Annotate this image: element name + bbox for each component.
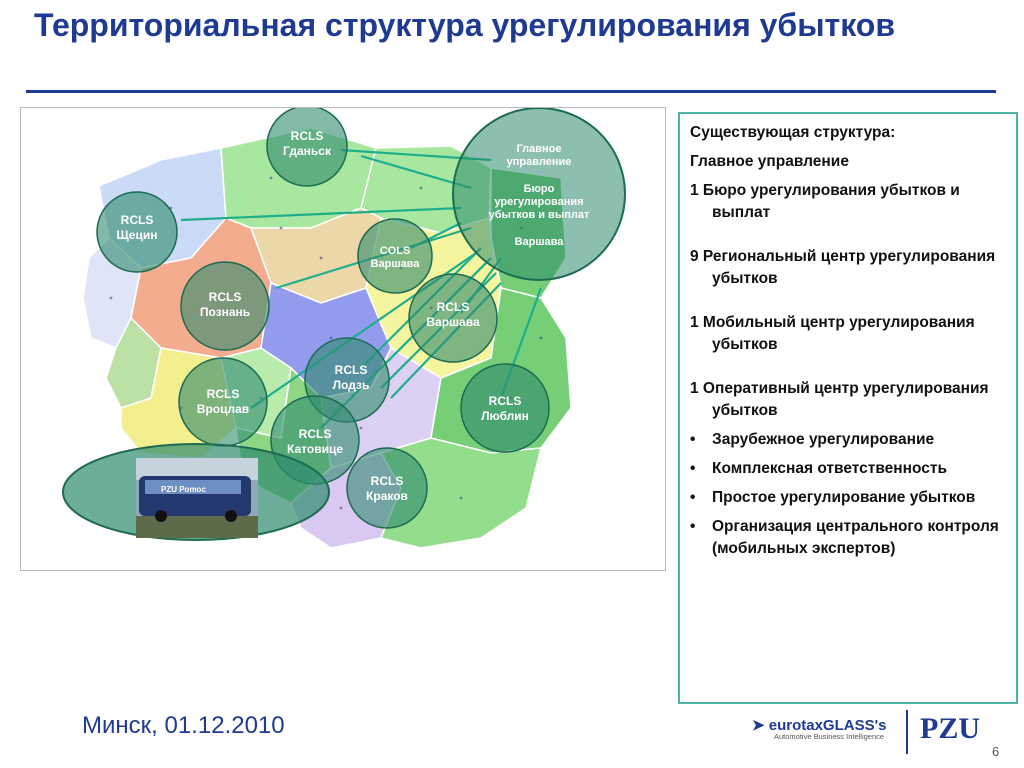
logo-separator bbox=[906, 710, 908, 754]
eurotax-tagline: Automotive Business Intelligence bbox=[774, 732, 885, 741]
hq-label-6: Варшава bbox=[514, 236, 564, 248]
center-cols-l1: COLS bbox=[379, 245, 411, 257]
hq-label-2: управление bbox=[506, 156, 572, 168]
eurotax-logo bbox=[752, 716, 887, 741]
center-szczecin-l2: Щецин bbox=[116, 228, 158, 242]
hq-label-1: Главное bbox=[516, 143, 562, 155]
center-poznan-l1: RCLS bbox=[208, 290, 242, 304]
svg-text:убытков и выплат bbox=[489, 209, 590, 221]
structure-panel bbox=[678, 112, 1018, 704]
bullet-icon: • bbox=[690, 460, 696, 477]
hq-label-3: Бюро bbox=[523, 183, 555, 195]
center-lodz-l1: RCLS bbox=[334, 363, 368, 377]
list-item: • Организация центрального контроля (мобильных экспертов) bbox=[690, 518, 999, 557]
eurotax-arrow-icon: ➤ bbox=[752, 717, 765, 734]
panel-heading: Существующая структура: bbox=[690, 124, 896, 141]
center-warsaw-l1: RCLS bbox=[436, 300, 470, 314]
panel-line-operative: 1 Оперативный центр урегулирования убытков bbox=[690, 380, 989, 419]
center-gdansk-l1: RCLS bbox=[290, 129, 324, 143]
panel-line-regional: 9 Региональный центр урегулирования убытков bbox=[690, 248, 996, 287]
hq-circle bbox=[453, 108, 625, 280]
center-katowice-l1: RCLS bbox=[298, 427, 332, 441]
center-krakow-l1: RCLS bbox=[370, 474, 404, 488]
center-cols-warsaw bbox=[358, 219, 432, 293]
panel-line-hq: Главное управление bbox=[690, 153, 849, 170]
center-katowice-l2: Катовице bbox=[287, 442, 343, 456]
center-gdansk-l2: Гданьск bbox=[283, 144, 331, 158]
svg-text:Варшава bbox=[515, 236, 565, 248]
hq-label-4: урегулирования bbox=[494, 196, 584, 208]
panel-line-bureau: 1 Бюро урегулирования убытков и выплат bbox=[690, 182, 960, 221]
hq-label-5: убытков и выплат bbox=[488, 209, 590, 221]
center-szczecin bbox=[97, 192, 177, 272]
center-wroclaw-l1: RCLS bbox=[206, 387, 240, 401]
panel-line-mobile: 1 Мобильный центр урегулирования убытков bbox=[690, 314, 975, 353]
center-gdansk bbox=[267, 108, 347, 186]
center-poznan-l2: Познань bbox=[199, 305, 251, 319]
center-wroclaw-l2: Вроцлав bbox=[196, 402, 250, 416]
svg-text:управление bbox=[507, 156, 572, 168]
title-divider bbox=[26, 90, 996, 93]
center-szczecin-l1: RCLS bbox=[120, 213, 154, 227]
list-item: • Комплексная ответственность bbox=[690, 458, 1010, 480]
center-lublin bbox=[461, 364, 549, 452]
map-svg bbox=[21, 108, 665, 570]
bullet-icon: • bbox=[690, 489, 696, 506]
page-number: 6 bbox=[992, 744, 1000, 759]
center-lodz-l2: Лодзь bbox=[332, 378, 370, 392]
list-item: • Простое урегулирование убытков bbox=[690, 487, 1010, 509]
list-item: • Зарубежное урегулирование bbox=[690, 429, 1010, 451]
center-lublin-l2: Люблин bbox=[481, 409, 529, 423]
center-krakow-l2: Краков bbox=[366, 489, 408, 503]
bullet-icon: • bbox=[690, 518, 696, 535]
svg-text:урегулирования bbox=[494, 196, 583, 208]
center-poznan bbox=[181, 262, 269, 350]
center-lublin-l1: RCLS bbox=[488, 394, 522, 408]
svg-text:Главное bbox=[516, 143, 561, 155]
center-warsaw-l2: Варшава bbox=[426, 315, 480, 329]
bus-text: PZU Pomoc bbox=[161, 485, 206, 494]
poland-map bbox=[20, 107, 666, 571]
center-warsaw bbox=[409, 274, 497, 362]
center-wroclaw bbox=[179, 358, 267, 446]
footer-date: Минск, 01.12.2010 bbox=[82, 712, 285, 739]
slide-title: Территориальная структура урегулирования убытков bbox=[34, 7, 895, 43]
mobile-center bbox=[63, 444, 329, 540]
svg-text:Бюро bbox=[524, 183, 555, 195]
bus-photo bbox=[136, 458, 258, 538]
pzu-logo: PZU bbox=[920, 712, 980, 745]
panel-bullet-list bbox=[690, 429, 1010, 560]
eurotax-wordmark: eurotaxGLASS's bbox=[768, 717, 887, 734]
center-cols-l2: Варшава bbox=[370, 258, 420, 270]
bullet-icon: • bbox=[690, 431, 696, 448]
center-krakow bbox=[347, 448, 427, 528]
